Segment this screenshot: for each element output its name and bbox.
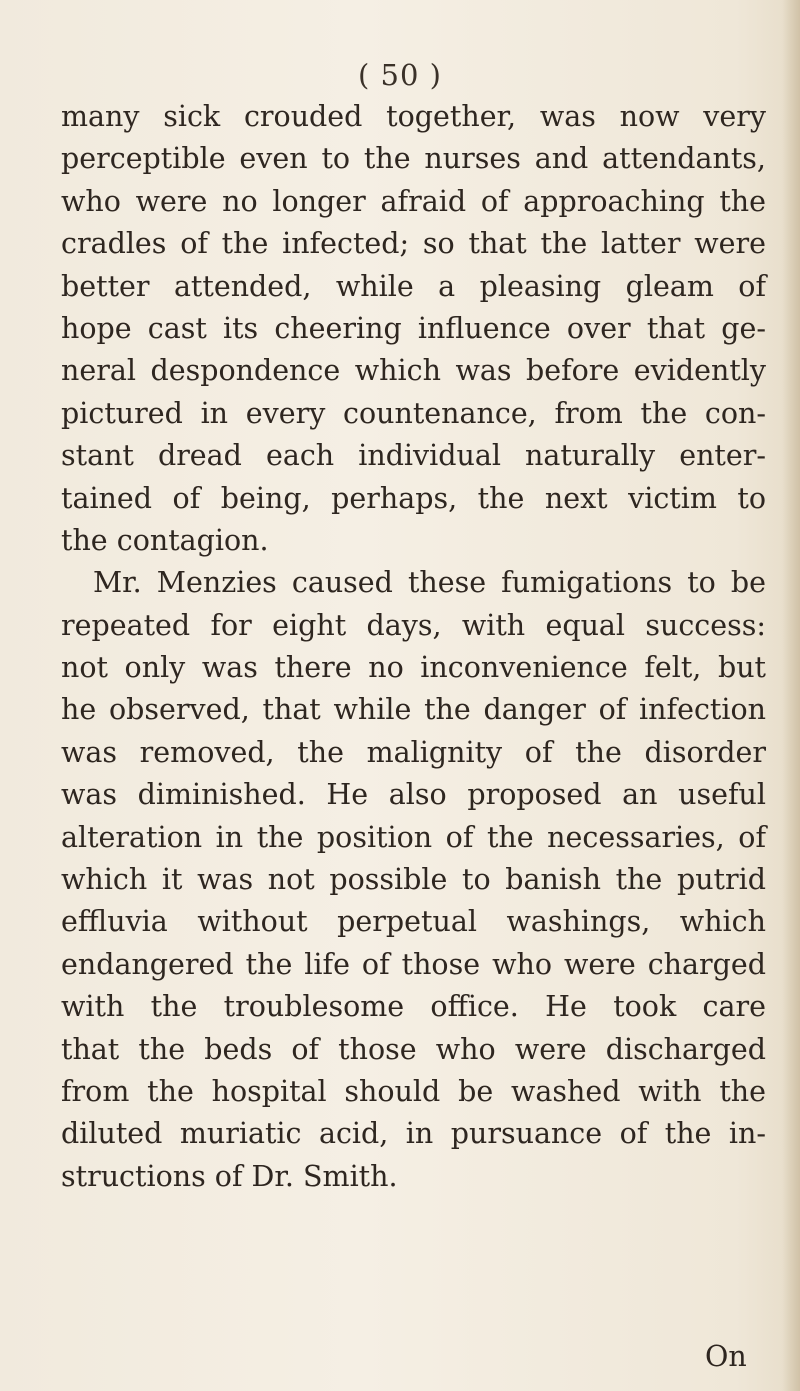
text-line: perceptible even to the nurses and attendants, — [61, 142, 766, 176]
catchword: On — [705, 1340, 747, 1373]
text-line: was diminished. He also proposed an useful — [61, 778, 766, 812]
text-line: repeated for eight days, with equal success: — [61, 608, 766, 642]
text-line: which it was not possible to banish the putrid — [61, 863, 766, 897]
page-number: ( 50 ) — [358, 58, 442, 92]
text-line: cradles of the infected; so that the latter were — [61, 227, 766, 261]
text-line: many sick crouded together, was now very — [61, 100, 766, 133]
body-text — [61, 96, 766, 1198]
text-line: that the beds of those who were discharged — [61, 1032, 766, 1066]
text-line: from the hospital should be washed with the — [61, 1074, 766, 1108]
text-line: diluted muriatic acid, in pursuance of the in- — [61, 1117, 766, 1151]
text-line: stant dread each individual naturally enter- — [61, 439, 766, 473]
text-line: better attended, while a pleasing gleam of — [61, 269, 766, 303]
text-line: effluvia without perpetual washings, which — [61, 905, 766, 939]
text-line: who were no longer afraid of approaching the — [61, 184, 766, 218]
text-line: with the troublesome office. He took care — [61, 990, 766, 1024]
text-line: the contagion. — [61, 523, 269, 557]
text-line: endangered the life of those who were charged — [61, 947, 766, 981]
text-line: neral despondence which was before evidently — [61, 354, 766, 388]
text-line: hope cast its cheering influence over that ge- — [61, 311, 766, 345]
text-line: was removed, the malignity of the disorder — [61, 735, 766, 769]
text-line: pictured in every countenance, from the con- — [61, 396, 766, 430]
text-line: tained of being, perhaps, the next victim to — [61, 481, 766, 515]
text-line: alteration in the position of the necessaries, of — [61, 820, 766, 854]
text-line: he observed, that while the danger of infection — [61, 693, 766, 727]
page-edge-shadow — [782, 0, 800, 1391]
text-line: Mr. Menzies caused these fumigations to be — [93, 566, 766, 600]
text-line: not only was there no inconvenience felt, but — [61, 651, 766, 685]
text-line: structions of Dr. Smith. — [61, 1159, 398, 1193]
